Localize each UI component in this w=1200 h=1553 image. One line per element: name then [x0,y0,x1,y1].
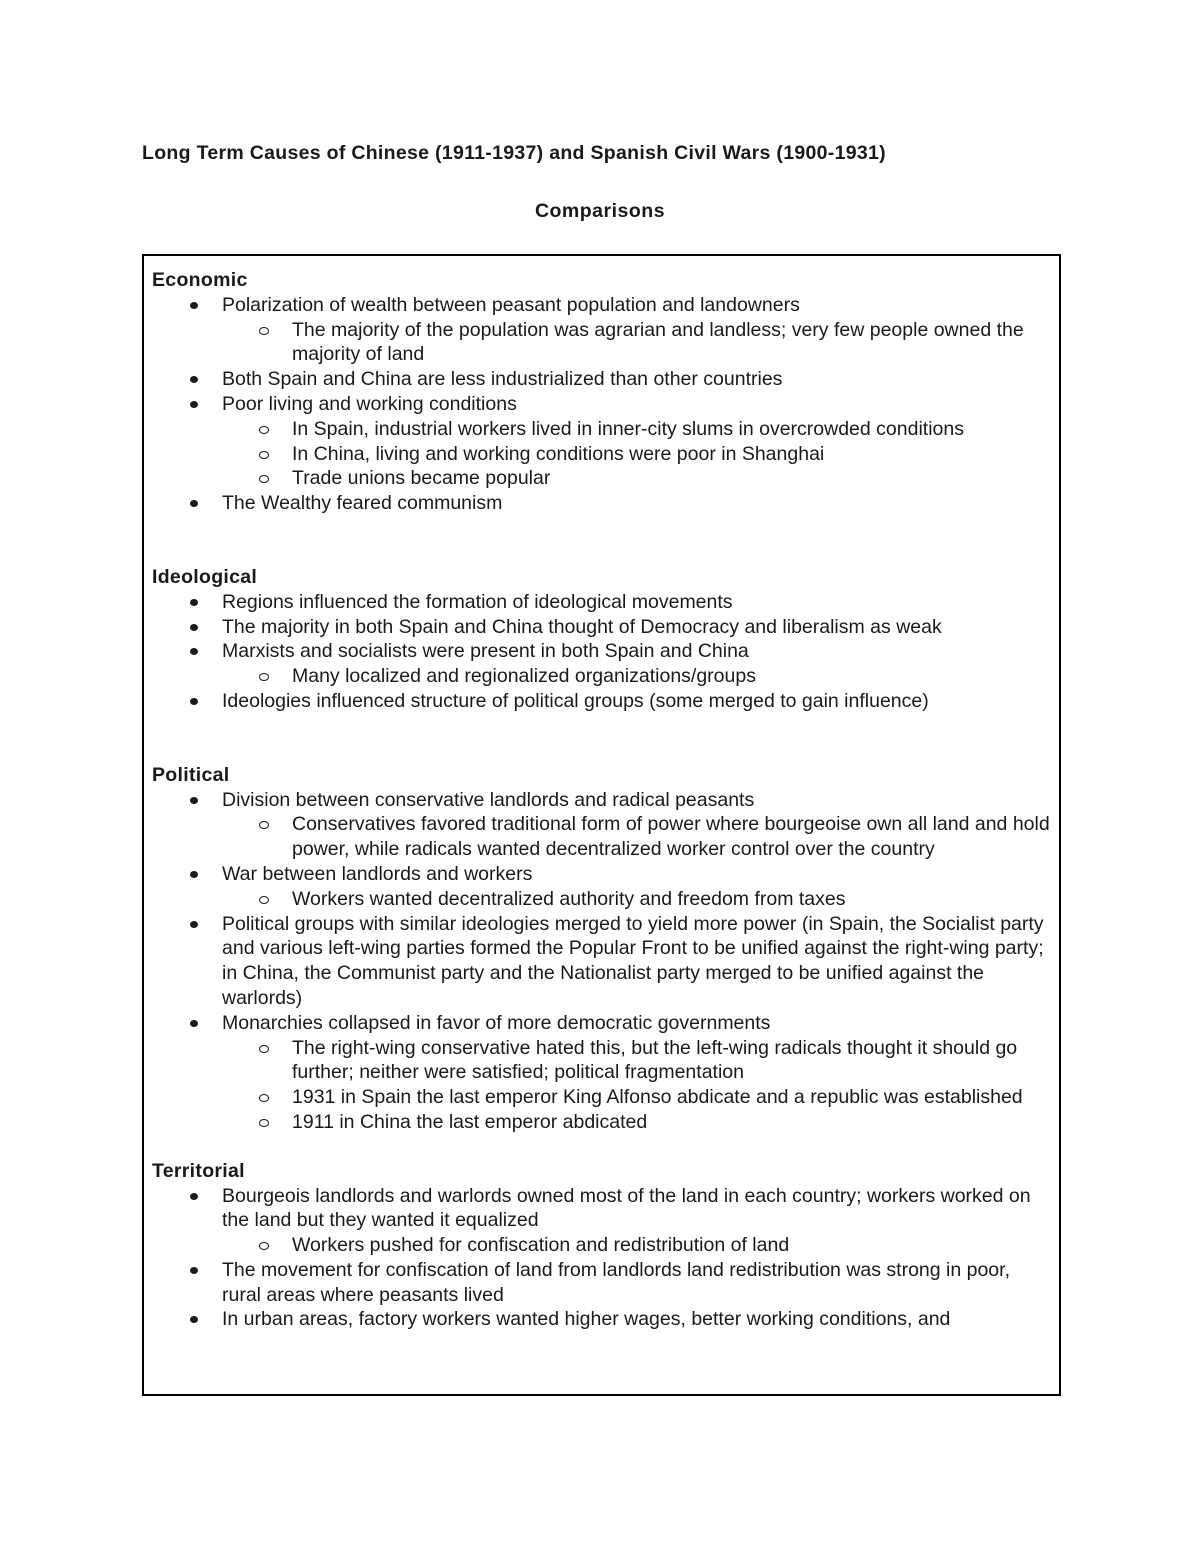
sections-container [144,256,1059,1332]
bullet-icon [190,376,198,383]
list-item-text: The Wealthy feared communism [222,492,503,515]
sub-list-item [222,664,1051,689]
section-economic [152,268,1051,516]
list-item [152,367,1051,392]
hollow-bullet-icon [259,1045,269,1053]
hollow-bullet-icon [259,1242,269,1250]
sub-list-item-text: Workers pushed for confiscation and redistribution of land [292,1234,790,1257]
bullet-icon [190,871,198,878]
section-territorial [152,1159,1051,1333]
list-item-text: Division between conservative landlords and radical peasants [222,788,755,811]
sub-list-item-text: Conservatives favored traditional form of power where bourgeoise own all land and hold power, while radicals wanted decentralized worker control over the country [292,813,1050,861]
sub-list-item-text: Trade unions became popular [292,467,551,490]
bullet-icon [190,1267,198,1274]
sub-list-item [222,466,1051,491]
list-item [152,862,1051,887]
bullet-icon [190,1193,198,1200]
sub-list-item-text: Workers wanted decentralized authority and freedom from taxes [292,887,846,910]
sub-list-item [222,1110,1051,1135]
document-title: Long Term Causes of Chinese (1911-1937) and Spanish Civil Wars (1900-1931) [142,142,886,164]
bullet-icon [190,921,198,928]
list-item-text: Both Spain and China are less industrialized than other countries [222,368,783,391]
hollow-bullet-icon [259,896,269,904]
list-item [152,912,1051,1011]
list-item [152,590,1051,615]
list-item-text: The movement for confiscation of land from landlords land redistribution was strong in poor, rural areas where peasants lived [222,1258,1010,1306]
section-heading: Economic [152,269,248,291]
list-item [152,639,1051,664]
sub-list-item [222,1233,1051,1258]
sub-list-item [222,887,1051,912]
list-item [152,1307,1051,1332]
list-item [152,392,1051,417]
sub-list-item-text: In Spain, industrial workers lived in inner-city slums in overcrowded conditions [292,417,964,440]
hollow-bullet-icon [259,451,269,459]
sub-list-item-text: The right-wing conservative hated this, but the left-wing radicals thought it should go further; neither were satisfied; political fragmentation [292,1036,1018,1084]
hollow-bullet-icon [259,1119,269,1127]
comparisons-box [142,254,1061,1396]
sub-list-item-text: 1911 in China the last emperor abdicated [292,1110,648,1133]
list-item-text: Marxists and socialists were present in both Spain and China [222,640,749,663]
sub-list-item [222,812,1051,862]
bullet-icon [190,302,198,309]
list-item [152,293,1051,318]
document-subtitle: Comparisons [534,200,666,222]
hollow-bullet-icon [259,426,269,434]
bullet-icon [190,599,198,606]
list-item [152,491,1051,516]
hollow-bullet-icon [259,821,269,829]
list-item-text: The majority in both Spain and China thought of Democracy and liberalism as weak [222,615,942,638]
list-item-text: Political groups with similar ideologies merged to yield more power (in Spain, the Socialist party and various left-wing parties formed the Popular Front to be unified against the right-wing party; in China, the Communist party and the Nationalist party merged to be unified against the warlords) [222,912,1044,1009]
hollow-bullet-icon [259,475,269,483]
list-item-text: Regions influenced the formation of ideological movements [222,590,733,613]
sub-list-item-text: 1931 in Spain the last emperor King Alfonso abdicate and a republic was established [292,1086,1023,1109]
list-item [152,1011,1051,1036]
bullet-icon [190,698,198,705]
bullet-list [152,1184,1051,1333]
sub-list-item-text: In China, living and working conditions were poor in Shanghai [292,442,825,465]
bullet-list [152,590,1051,714]
list-item-text: In urban areas, factory workers wanted higher wages, better working conditions, and [222,1308,951,1331]
list-item-text: Ideologies influenced structure of political groups (some merged to gain influence) [222,689,929,712]
hollow-bullet-icon [259,1094,269,1102]
bullet-icon [190,648,198,655]
section-heading: Political [152,763,230,786]
hollow-bullet-icon [259,673,269,681]
bullet-list [152,788,1051,1135]
sub-list-item [222,442,1051,467]
list-item [152,689,1051,714]
sub-list-item [222,1085,1051,1110]
bullet-list [152,293,1051,516]
list-item-text: Polarization of wealth between peasant population and landowners [222,293,800,316]
sub-list-item [222,1036,1051,1086]
bullet-icon [190,1020,198,1027]
list-item-text: Monarchies collapsed in favor of more democratic governments [222,1011,771,1034]
section-ideological [152,565,1051,714]
list-item [152,1258,1051,1308]
section-political [152,763,1051,1135]
sub-list-item-text: The majority of the population was agrarian and landless; very few people owned the majority of land [292,318,1024,366]
sub-list-item [222,318,1051,368]
hollow-bullet-icon [259,327,269,335]
sub-list-item [222,417,1051,442]
bullet-icon [190,500,198,507]
list-item [152,1184,1051,1234]
section-heading: Ideological [152,565,258,588]
bullet-icon [190,797,198,804]
list-item-text: Poor living and working conditions [222,392,517,415]
bullet-icon [190,401,198,408]
list-item-text: Bourgeois landlords and warlords owned most of the land in each country; workers worked on the land but they wanted it equalized [222,1184,1031,1232]
bullet-icon [190,1316,198,1323]
sub-list-item-text: Many localized and regionalized organizations/groups [292,665,756,688]
bullet-icon [190,624,198,631]
section-heading: Territorial [152,1159,245,1182]
list-item [152,788,1051,813]
list-item-text: War between landlords and workers [222,862,533,885]
list-item [152,615,1051,640]
